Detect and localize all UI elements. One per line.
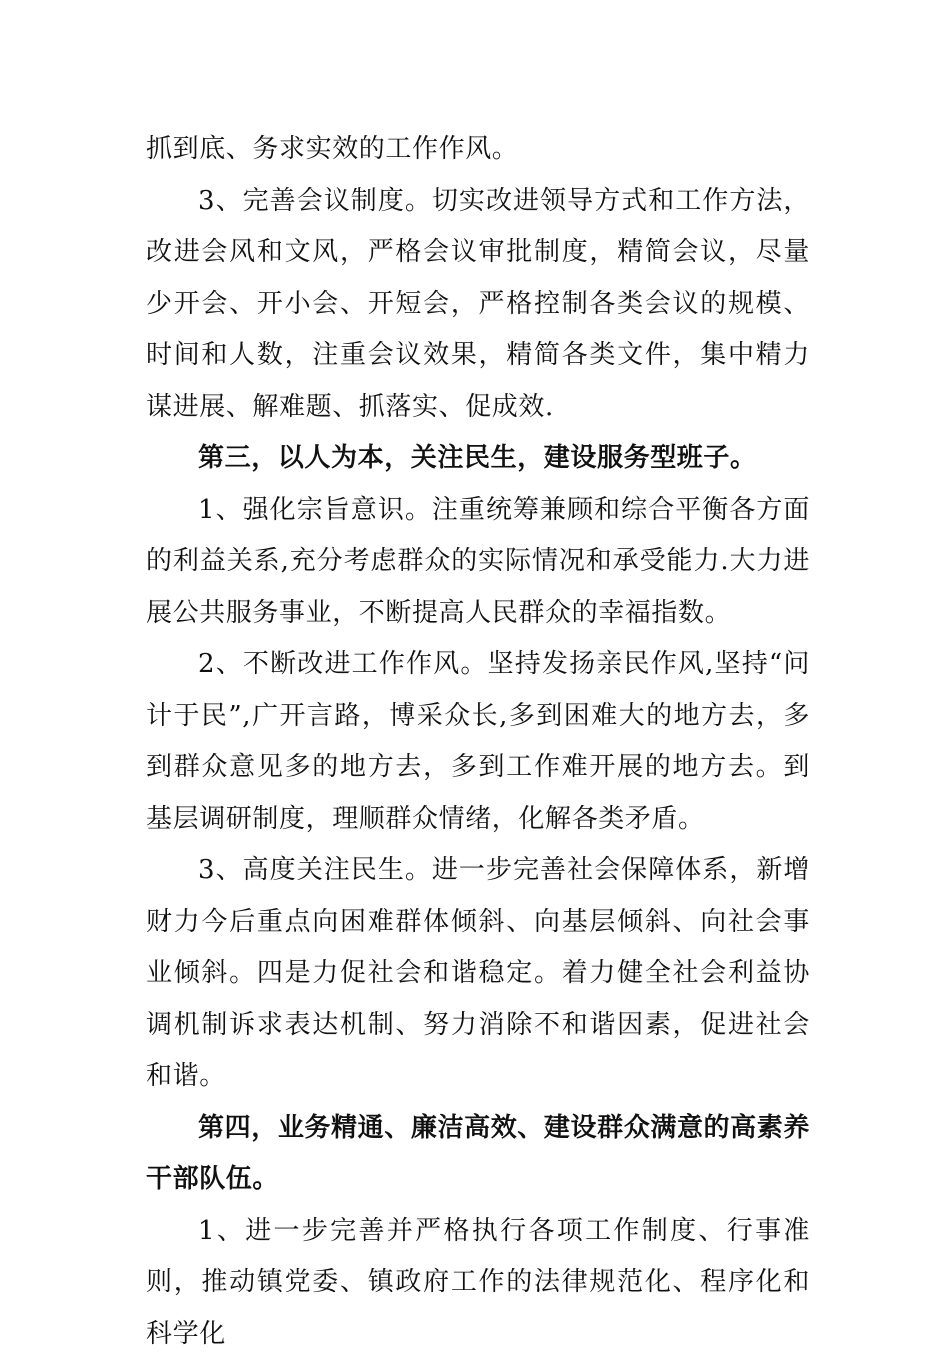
paragraph-work-rules: 1、进一步完善并严格执行各项工作制度、行事准则，推动镇党委、镇政府工作的法律规范化、程序化和科学化 (146, 1206, 810, 1360)
paragraph-work-style: 2、不断改进工作作风。坚持发扬亲民作风,坚持“问计于民”,广开言路，博采众长,多到困难大的地方去，多到群众意见多的地方去，多到工作难开展的地方去。到基层调研制度，理顺群众情绪，化解各类矛盾。 (146, 639, 810, 845)
section-heading-fourth: 第四，业务精通、廉洁高效、建设群众满意的高素养干部队伍。 (146, 1103, 810, 1206)
section-heading-third: 第三，以人为本，关注民生，建设服务型班子。 (146, 433, 810, 485)
document-body (146, 124, 810, 1360)
paragraph-livelihood: 3、高度关注民生。进一步完善社会保障体系，新增财力今后重点向困难群体倾斜、向基层倾斜、向社会事业倾斜。四是力促社会和谐稳定。着力健全社会利益协调机制诉求表达机制、努力消除不和谐因素，促进社会和谐。 (146, 845, 810, 1103)
paragraph-purpose-awareness: 1、强化宗旨意识。注重统筹兼顾和综合平衡各方面的利益关系,充分考虑群众的实际情况和承受能力.大力进展公共服务事业，不断提高人民群众的幸福指数。 (146, 485, 810, 640)
paragraph-meeting-system: 3、完善会议制度。切实改进领导方式和工作方法，改进会风和文风，严格会议审批制度，精简会议，尽量少开会、开小会、开短会，严格控制各类会议的规模、时间和人数，注重会议效果，精简各类文件，集中精力谋进展、解难题、抓落实、促成效. (146, 176, 810, 434)
paragraph-continuation: 抓到底、务求实效的工作作风。 (146, 124, 810, 176)
